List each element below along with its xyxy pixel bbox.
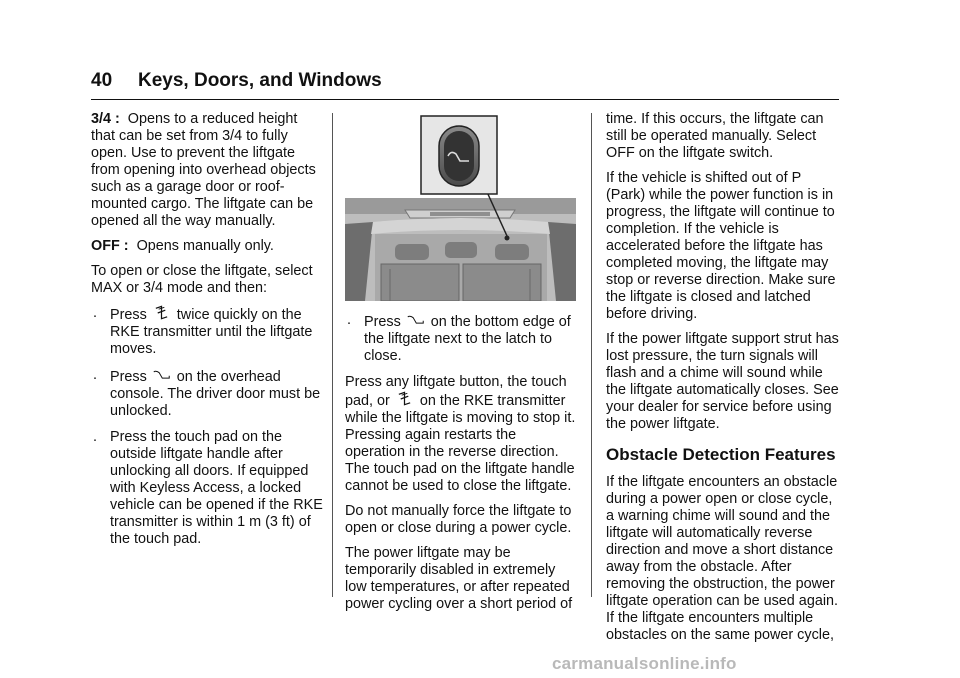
bullet-text: twice quickly on the RKE transmitter until the liftgate moves. [110, 307, 313, 357]
off-description: Opens manually only. [136, 238, 274, 254]
bullet-marker: . [93, 305, 97, 321]
section-title: Keys, Doors, and Windows [138, 70, 382, 91]
bullet-text: Press the touch pad on the outside liftgate handle after unlocking all doors. If equipped with Keyless Access, a locked vehicle can be opened if the RKE transmitter is within 1 m (3 ft) of the touch pad. [110, 429, 323, 547]
bullet-text: on the overhead console. The driver door must be unlocked. [110, 369, 321, 419]
list-item [91, 429, 323, 548]
list-item [91, 367, 323, 420]
page-header [91, 70, 841, 100]
three-quarter-description: Opens to a reduced height that can be set from 3/4 to fully open. Use to prevent the liftgate from opening into overhead objects such as a garage door or roof-mounted cargo. The liftgate can be opened all the way manually. [91, 111, 316, 229]
column-2 [345, 111, 579, 621]
liftgate-button-illustration [345, 114, 576, 301]
watermark: carmanualsonline.info [552, 654, 737, 673]
paragraph-obstacle-detection: If the liftgate encounters an obstacle during a power open or close cycle, a warning chime will sound and the liftgate will automatically reverse direction and move a short distance away from the obstacle. After removing the obstruction, the power liftgate operation can be used again. If the liftgate encounters multiple obstacles on the same power cycle, [606, 474, 839, 643]
bullet-marker: . [93, 367, 97, 383]
paragraph-park-shift: If the vehicle is shifted out of P (Park) while the power function is in progress, the liftgate will continue to completion. If the vehicle is accelerated before the liftgate has completed moving, the liftgate may stop or reverse direction. Make sure the liftgate is closed and latched before driving. [606, 170, 836, 322]
list-item [91, 305, 323, 358]
bullet-marker: . [347, 312, 351, 328]
column-divider-2 [591, 113, 592, 597]
paragraph-manual-operation: time. If this occurs, the liftgate can still be operated manually. Select OFF on the liftgate switch. [606, 111, 824, 161]
term-three-quarter: 3/4 : [91, 111, 120, 127]
section-heading-obstacle-detection: Obstacle Detection Features [606, 445, 836, 464]
bullet-text: on the bottom edge of the liftgate next to the latch to close. [364, 314, 571, 364]
page-number: 40 [91, 70, 113, 91]
paragraph-open-close-intro: To open or close the liftgate, select MAX or 3/4 mode and then: [91, 263, 313, 296]
liftgate-button-icon [153, 367, 170, 383]
header-rule [91, 99, 839, 100]
paragraph-stop-liftgate: Press any liftgate button, the touch pad, or on the RKE transmitter while the liftgate is moving to stop it. Pressing again restarts the operation in the reverse direction. The touch pad on the liftgate handle cannot be used to close the liftgate. [345, 374, 576, 494]
paragraph-disabled: The power liftgate may be temporarily disabled in extremely low temperatures, or after repeated power cycling over a short period of [345, 545, 573, 612]
column-3 [606, 111, 842, 652]
term-off: OFF : [91, 238, 129, 254]
paragraph-off-mode [91, 238, 323, 255]
column-1 [91, 111, 323, 557]
liftgate-button-icon [407, 312, 424, 328]
list-item [345, 312, 579, 365]
bullet-text: Press [364, 314, 401, 330]
paragraph-three-quarter-mode [91, 111, 323, 230]
bullet-marker: . [93, 429, 97, 445]
rke-liftgate-icon [396, 391, 413, 407]
paragraph-no-force: Do not manually force the liftgate to open or close during a power cycle. [345, 503, 572, 536]
bullet-text: Press [110, 307, 147, 323]
paragraph-strut-pressure: If the power liftgate support strut has lost pressure, the turn signals will flash and a chime will sound while the liftgate automatically closes. See your dealer for service before using the power liftgate. [606, 331, 839, 432]
column-divider-1 [332, 113, 333, 597]
bullet-text: Press [110, 369, 147, 385]
rke-liftgate-icon [153, 305, 170, 321]
